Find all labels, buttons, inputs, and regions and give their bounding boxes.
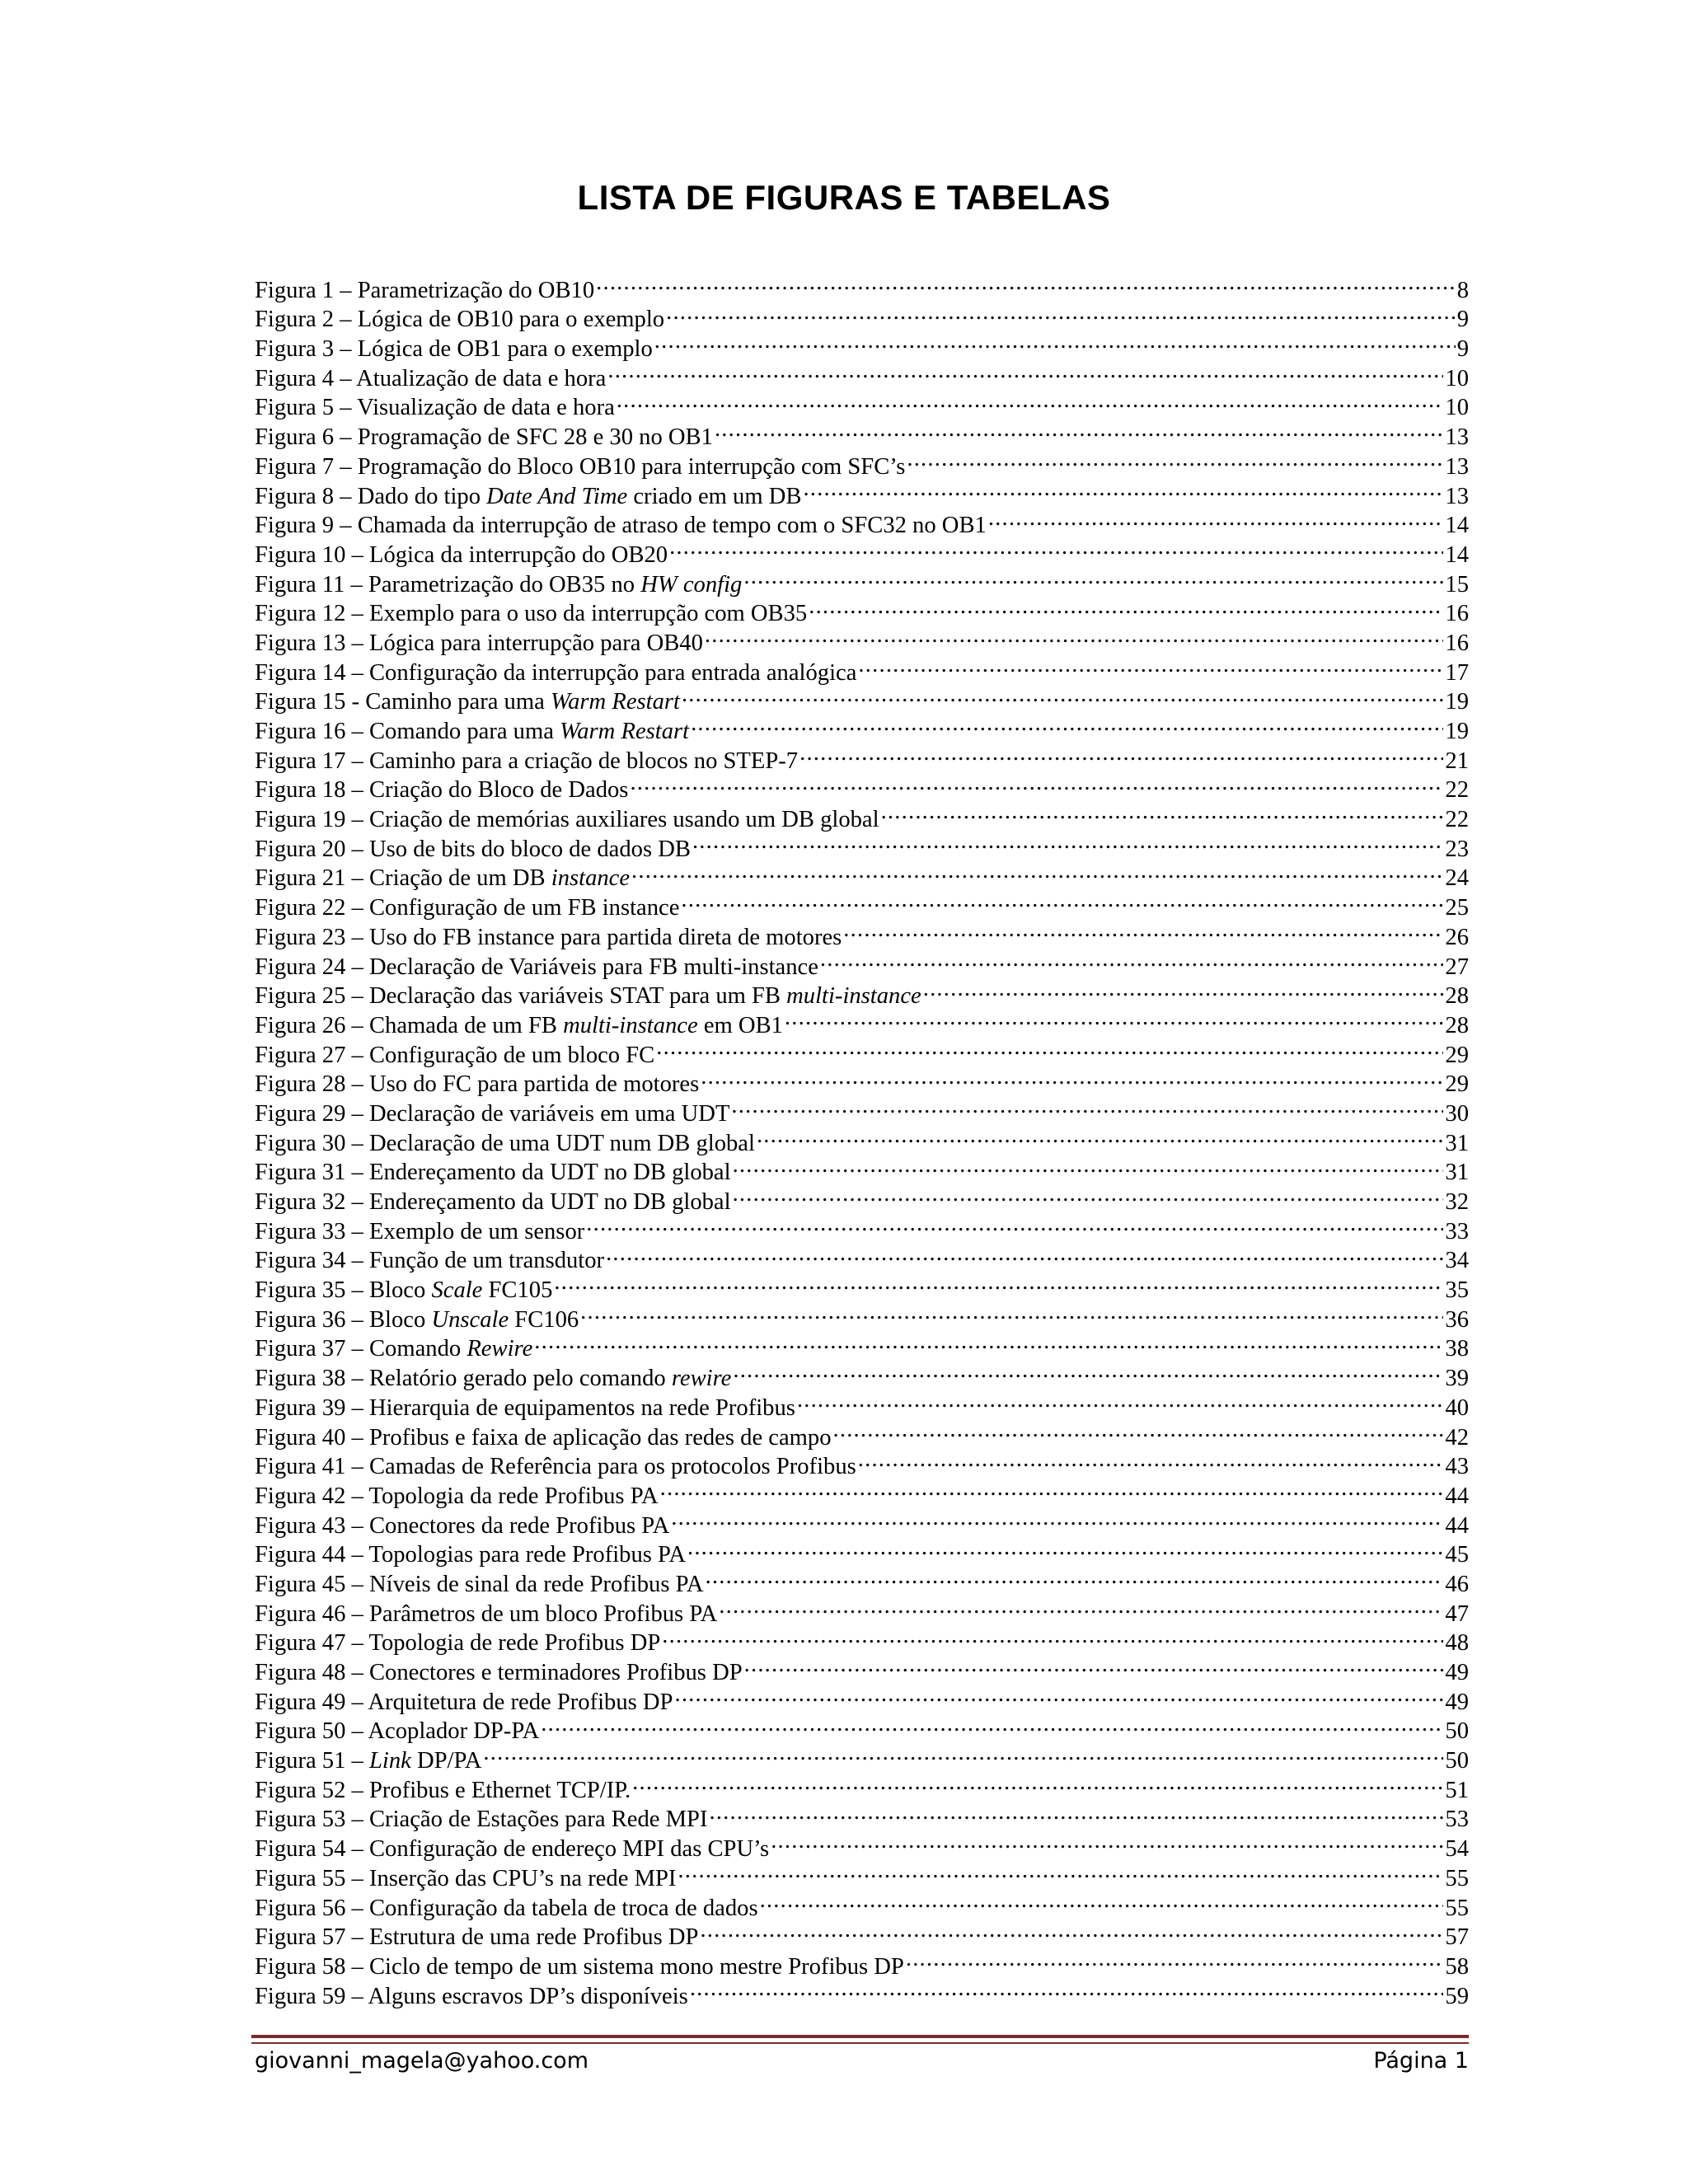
figure-entry-label: Figura 1 – Parametrização do OB10	[255, 277, 595, 303]
dot-leader	[988, 504, 1444, 533]
figure-entry-label-italic: Warm Restart	[550, 689, 680, 715]
figure-entry-label: Figura 52 – Profibus e Ethernet TCP/IP.	[255, 1777, 631, 1803]
figure-entry-label-prefix: Figura 26 – Chamada de um FB	[255, 1012, 564, 1038]
figure-entry-label-italic: Date And Time	[486, 483, 628, 509]
figure-entry-page: 47	[1445, 1601, 1469, 1627]
figure-entry-label: Figura 22 – Configuração de um FB instance	[255, 895, 680, 921]
figure-entry-page: 49	[1445, 1689, 1469, 1715]
dot-leader	[580, 1297, 1443, 1327]
dot-leader	[671, 1503, 1443, 1533]
figure-entry-label: Figura 4 – Atualização de data e hora	[255, 365, 607, 391]
figure-entry-page: 13	[1445, 453, 1469, 480]
figure-entry-label-prefix: Figura 38 – Relatório gerado pelo comando	[255, 1366, 672, 1392]
figure-entry-page: 10	[1445, 365, 1469, 391]
figure-entry-label-italic: Warm Restart	[560, 719, 690, 744]
figure-entry-label: Figura 23 – Uso do FB instance para partida direta de motores	[255, 924, 842, 950]
figure-entry-page: 43	[1445, 1454, 1469, 1480]
figure-entry-page: 54	[1445, 1836, 1469, 1863]
figure-list	[255, 268, 1469, 2009]
figure-entry-label: Figura 48 – Conectores e terminadores Profibus DP	[255, 1660, 743, 1685]
figure-entry-label: Figura 45 – Níveis de sinal da rede Profibus PA	[255, 1571, 704, 1597]
dot-leader	[596, 268, 1456, 298]
figure-entry-label-italic: HW config	[640, 571, 743, 598]
figure-entry-page: 59	[1445, 1983, 1469, 2009]
dot-leader	[654, 326, 1456, 356]
figure-entry-label: Figura 14 – Configuração da interrupção para entrada analógica	[255, 659, 857, 686]
figure-entry-label: Figura 56 – Configuração da tabela de troca de dados	[255, 1895, 758, 1921]
figure-entry-page: 29	[1445, 1042, 1469, 1068]
figure-entry-page: 36	[1445, 1306, 1469, 1333]
figure-entry-page: 29	[1445, 1071, 1469, 1098]
dot-leader	[733, 1179, 1444, 1209]
dot-leader	[820, 944, 1444, 974]
dot-leader	[541, 1709, 1443, 1739]
figure-entry-label-prefix: Figura 8 – Dado do tipo	[255, 483, 487, 509]
figure-entry-page: 42	[1445, 1424, 1469, 1451]
figure-entry-page: 8	[1456, 277, 1469, 303]
figure-entry-page: 16	[1445, 630, 1469, 656]
dot-leader	[617, 386, 1444, 415]
figure-entry-page: 40	[1445, 1394, 1469, 1421]
figure-entry-label: Figura 7 – Programação do Bloco OB10 para interrupção com SFC’s	[255, 453, 906, 480]
figure-entry-page: 55	[1445, 1865, 1469, 1891]
figure-entry-label: Figura 53 – Criação de Estações para Rede MPI	[255, 1807, 708, 1833]
dot-leader	[731, 1091, 1443, 1121]
figure-entry-page: 24	[1445, 865, 1469, 892]
dot-leader	[797, 1385, 1444, 1415]
dot-leader	[715, 415, 1443, 444]
figure-entry-page: 9	[1456, 307, 1469, 333]
dot-leader	[757, 1121, 1443, 1151]
figure-entry-page: 15	[1445, 571, 1469, 598]
figure-entry-label: Figura 31 – Endereçamento da UDT no DB global	[255, 1160, 731, 1186]
figure-entry-label: Figura 58 – Ciclo de tempo de um sistema mono mestre Profibus DP	[255, 1953, 904, 1980]
dot-leader	[771, 1826, 1443, 1856]
figure-entry-page: 50	[1445, 1748, 1469, 1774]
figure-entry-page: 22	[1445, 777, 1469, 804]
figure-entry-page: 27	[1445, 954, 1469, 980]
footer-page-number: Página 1	[1373, 2048, 1469, 2074]
dot-leader	[733, 1356, 1443, 1385]
dot-leader	[681, 885, 1443, 915]
figure-entry-label-prefix: Figura 16 – Comando para uma	[255, 719, 560, 744]
figure-entry-label	[255, 570, 742, 600]
dot-leader	[630, 768, 1443, 798]
figure-entry-page: 14	[1445, 513, 1469, 539]
dot-leader	[483, 1738, 1443, 1768]
figure-entry-label: Figura 32 – Endereçamento da UDT no DB global	[255, 1189, 731, 1215]
figure-entry-label-prefix: Figura 35 – Bloco	[255, 1277, 432, 1304]
figure-entry-label: Figura 59 – Alguns escravos DP’s disponíveis	[255, 1983, 688, 2009]
figure-entry-page: 13	[1445, 483, 1469, 509]
dot-leader	[534, 1327, 1443, 1357]
dot-leader	[669, 532, 1443, 562]
figure-entry-page: 14	[1445, 541, 1469, 568]
footer-rule-thick	[251, 2035, 1469, 2038]
dot-leader	[843, 915, 1443, 944]
figure-entry	[255, 268, 1469, 303]
figure-entry-label-italic: Unscale	[431, 1306, 509, 1333]
figure-entry-page: 17	[1445, 659, 1469, 686]
figure-entry-page: 58	[1445, 1953, 1469, 1980]
figure-entry-page: 44	[1445, 1483, 1469, 1509]
dot-leader	[656, 1033, 1443, 1062]
figure-entry-page: 48	[1445, 1630, 1469, 1657]
figure-entry-label: Figura 44 – Topologias para rede Profibus PA	[255, 1542, 686, 1568]
figure-entry-label	[255, 1276, 552, 1305]
figure-entry-label	[255, 1334, 532, 1364]
dot-leader	[706, 1562, 1444, 1591]
figure-entry-label	[255, 1305, 579, 1335]
dot-leader	[785, 1003, 1443, 1033]
figure-entry-page: 23	[1445, 836, 1469, 862]
figure-entry-page: 53	[1445, 1807, 1469, 1833]
dot-leader	[662, 1621, 1443, 1651]
figure-entry-label: Figura 29 – Declaração de variáveis em uma UDT	[255, 1100, 730, 1127]
dot-leader	[705, 621, 1444, 650]
dot-leader	[678, 1856, 1443, 1886]
figure-entry-page: 57	[1445, 1924, 1469, 1951]
dot-leader	[803, 474, 1443, 504]
figure-entry-label: Figura 27 – Configuração de um bloco FC	[255, 1042, 655, 1068]
page-title: LISTA DE FIGURAS E TABELAS	[577, 178, 1111, 217]
dot-leader	[858, 1445, 1444, 1474]
dot-leader	[606, 1239, 1443, 1268]
dot-leader	[809, 592, 1443, 621]
dot-leader	[632, 1768, 1443, 1797]
figure-entry-page: 10	[1445, 395, 1469, 421]
dot-leader	[719, 1591, 1443, 1621]
figure-entry-label: Figura 40 – Profibus e faixa de aplicação das redes de campo	[255, 1424, 832, 1451]
figure-entry-page: 38	[1445, 1336, 1469, 1362]
figure-entry-label-suffix: FC106	[509, 1306, 579, 1333]
dot-leader	[744, 1650, 1444, 1680]
figure-entry-label: Figura 47 – Topologia de rede Profibus DP	[255, 1630, 661, 1657]
dot-leader	[923, 974, 1444, 1004]
dot-leader	[666, 298, 1456, 327]
figure-entry-label-prefix: Figura 15 - Caminho para uma	[255, 689, 551, 715]
figure-entry-page: 30	[1445, 1100, 1469, 1127]
dot-leader	[690, 1974, 1444, 2004]
dot-leader	[906, 1944, 1444, 1974]
figure-entry-label-prefix: Figura 21 – Criação de um DB	[255, 865, 551, 892]
dot-leader	[799, 738, 1443, 768]
figure-entry-label	[255, 482, 801, 512]
figure-entry-page: 32	[1445, 1189, 1469, 1215]
figure-entry-page: 45	[1445, 1542, 1469, 1568]
figure-entry-page: 51	[1445, 1777, 1469, 1803]
figure-entry-label-prefix: Figura 36 – Bloco	[255, 1306, 432, 1333]
dot-leader	[881, 797, 1444, 827]
figure-entry-label-prefix: Figura 11 – Parametrização do OB35 no	[255, 571, 641, 598]
dot-leader	[701, 1062, 1443, 1092]
figure-entry-label-suffix: em OB1	[697, 1012, 783, 1038]
figure-entry-label: Figura 30 – Declaração de uma UDT num DB global	[255, 1130, 755, 1156]
figure-entry-label: Figura 28 – Uso do FC para partida de motores	[255, 1071, 700, 1098]
figure-entry-page: 55	[1445, 1895, 1469, 1921]
figure-entry-label: Figura 42 – Topologia da rede Profibus PA	[255, 1483, 659, 1509]
figure-entry-label-suffix: FC105	[482, 1277, 553, 1304]
dot-leader	[907, 444, 1443, 474]
figure-entry-label-suffix: criado em um DB	[627, 483, 802, 509]
dot-leader	[691, 709, 1443, 738]
figure-entry-page: 31	[1445, 1160, 1469, 1186]
figure-entry-page: 39	[1445, 1366, 1469, 1392]
figure-entry-label: Figura 50 – Acoplador DP-PA	[255, 1718, 540, 1745]
figure-entry-label-italic: Scale	[431, 1277, 483, 1304]
dot-leader	[709, 1797, 1443, 1827]
figure-entry-label-italic: rewire	[671, 1366, 732, 1392]
dot-leader	[692, 827, 1443, 856]
dot-leader	[760, 1886, 1444, 1915]
figure-entry-label-italic: instance	[551, 865, 631, 892]
figure-entry-label: Figura 13 – Lógica para interrupção para OB40	[255, 630, 703, 656]
dot-leader	[631, 856, 1443, 886]
figure-entry-label-prefix: Figura 51 –	[255, 1748, 369, 1774]
figure-entry-label: Figura 49 – Arquitetura de rede Profibus DP	[255, 1689, 673, 1715]
figure-entry-page: 46	[1445, 1571, 1469, 1597]
figure-entry-label: Figura 55 – Inserção das CPU’s na rede MPI	[255, 1865, 677, 1891]
dot-leader	[833, 1415, 1444, 1445]
figure-entry-label: Figura 3 – Lógica de OB1 para o exemplo	[255, 336, 653, 363]
footer-email: giovanni_magela@yahoo.com	[255, 2048, 588, 2074]
figure-entry-label: Figura 34 – Função de um transdutor	[255, 1248, 605, 1274]
figure-entry-label: Figura 2 – Lógica de OB10 para o exemplo	[255, 307, 665, 333]
dot-leader	[682, 680, 1443, 710]
dot-leader	[674, 1680, 1443, 1709]
dot-leader	[700, 1915, 1443, 1945]
figure-entry-label: Figura 5 – Visualização de data e hora	[255, 395, 615, 421]
figure-entry-label: Figura 9 – Chamada da interrupção de atraso de tempo com o SFC32 no OB1	[255, 513, 987, 539]
figure-entry-label-prefix: Figura 37 – Comando	[255, 1336, 467, 1362]
figure-entry-label: Figura 46 – Parâmetros de um bloco Profibus PA	[255, 1601, 718, 1627]
figure-entry-page: 9	[1456, 336, 1469, 363]
figure-entry-label: Figura 57 – Estrutura de uma rede Profibus DP	[255, 1924, 699, 1951]
dot-leader	[687, 1533, 1443, 1563]
footer-rule-thin	[251, 2042, 1469, 2044]
dot-leader	[858, 650, 1443, 680]
figure-entry-label: Figura 43 – Conectores da rede Profibus PA	[255, 1512, 670, 1539]
figure-entry-label-italic: multi-instance	[563, 1012, 698, 1038]
figure-entry-page: 49	[1445, 1660, 1469, 1685]
figure-entry-page: 31	[1445, 1130, 1469, 1156]
figure-entry-label	[255, 687, 680, 717]
figure-entry-label: Figura 24 – Declaração de Variáveis para FB multi-instance	[255, 954, 818, 980]
dot-leader	[660, 1474, 1444, 1503]
figure-entry-label-suffix: DP/PA	[410, 1748, 482, 1774]
figure-entry-label-italic: multi-instance	[786, 983, 921, 1010]
dot-leader	[733, 1151, 1444, 1180]
figure-entry-page: 16	[1445, 601, 1469, 627]
dot-leader	[586, 1209, 1443, 1239]
figure-entry-label: Figura 6 – Programação de SFC 28 e 30 no OB1	[255, 424, 713, 451]
dot-leader	[607, 356, 1443, 386]
figure-entry-label	[255, 1364, 731, 1394]
figure-entry-label: Figura 12 – Exemplo para o uso da interrupção com OB35	[255, 601, 808, 627]
figure-entry-label: Figura 17 – Caminho para a criação de blocos no STEP-7	[255, 748, 799, 774]
figure-entry-label: Figura 54 – Configuração de endereço MPI das CPU’s	[255, 1836, 770, 1863]
figure-entry-label-italic: Rewire	[467, 1336, 533, 1362]
figure-entry-page: 26	[1445, 924, 1469, 950]
figure-entry-label	[255, 1746, 481, 1776]
figure-entry-label: Figura 20 – Uso de bits do bloco de dados DB	[255, 836, 691, 862]
figure-entry-label: Figura 10 – Lógica da interrupção do OB20	[255, 541, 668, 568]
figure-entry-page: 19	[1445, 689, 1469, 715]
figure-entry-page: 25	[1445, 895, 1469, 921]
figure-entry-label: Figura 33 – Exemplo de um sensor	[255, 1218, 585, 1244]
figure-entry-page: 28	[1445, 983, 1469, 1010]
figure-entry-label: Figura 41 – Camadas de Referência para os protocolos Profibus	[255, 1454, 856, 1480]
figure-entry-page: 22	[1445, 807, 1469, 833]
figure-entry-page: 19	[1445, 719, 1469, 744]
figure-entry-label: Figura 19 – Criação de memórias auxiliares usando um DB global	[255, 807, 879, 833]
figure-entry-label	[255, 717, 689, 747]
figure-entry-page: 44	[1445, 1512, 1469, 1539]
figure-entry-page: 35	[1445, 1277, 1469, 1304]
figure-entry-label: Figura 39 – Hierarquia de equipamentos na rede Profibus	[255, 1394, 795, 1421]
dot-leader	[554, 1268, 1443, 1297]
figure-entry-page: 33	[1445, 1218, 1469, 1244]
figure-entry-page: 28	[1445, 1012, 1469, 1038]
figure-entry-page: 34	[1445, 1248, 1469, 1274]
figure-entry-label: Figura 18 – Criação do Bloco de Dados	[255, 777, 629, 804]
figure-entry-label	[255, 864, 630, 893]
dot-leader	[743, 562, 1443, 592]
figure-entry-page: 50	[1445, 1718, 1469, 1745]
figure-entry-label-italic: Link	[369, 1748, 411, 1774]
figure-entry-page: 21	[1445, 748, 1469, 774]
figure-entry-page: 13	[1445, 424, 1469, 451]
figure-entry-label-prefix: Figura 25 – Declaração das variáveis STAT para um FB	[255, 983, 787, 1010]
